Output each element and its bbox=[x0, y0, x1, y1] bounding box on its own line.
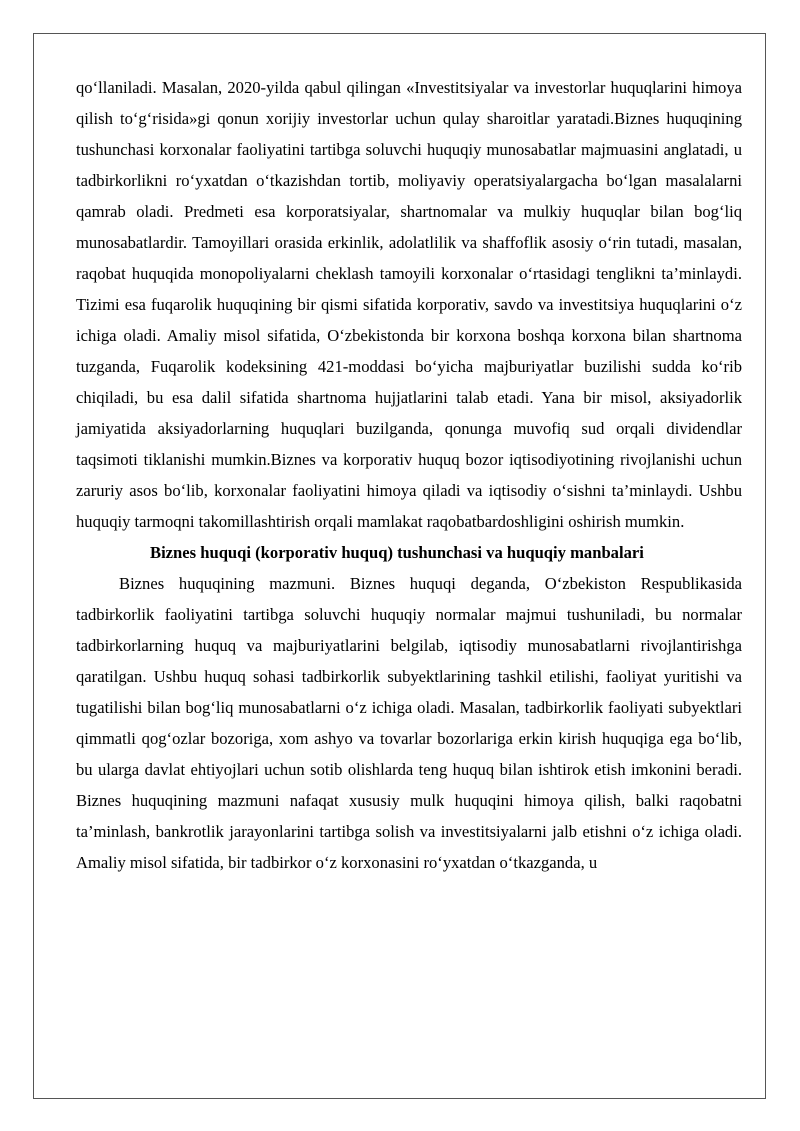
body-paragraph: Biznes huquqining mazmuni. Biznes huquqi deganda, O‘zbekiston Respublikasida tadbirkorlik faoliyatini tartibga soluvchi huquqiy normalar majmui tushuniladi, bu normalar tadbirkorlarning huquq va majburiyatlarini belgilab, iqtisodiy munosabatlarni rivojlantirishga qaratilgan. Ushbu huquq sohasi tadbirkorlik subyektlarining tashkil etilishi, faoliyat yuritishi va tugatilishi bilan bog‘liq munosabatlarni o‘z ichiga oladi. Masalan, tadbirkorlik faoliyati subyektlari qimmatli qog‘ozlar bozoriga, xom ashyo va tovarlar bozorlariga erkin kirish huquqiga ega bo‘lib, bu ularga davlat ehtiyojlari uchun sotib olishlarda teng huquq bilan ishtirok etish imkonini beradi. Biznes huquqining mazmuni nafaqat xususiy mulk huquqini himoya qilish, balki raqobatni ta’minlash, bankrotlik jarayonlarini tartibga solish va investitsiyalarni jalb etishni o‘z ichiga oladi. Amaliy misol sifatida, bir tadbirkor o‘z korxonasini ro‘yxatdan o‘tkazganda, u bbox=[76, 574, 742, 872]
body-paragraph: qo‘llaniladi. Masalan, 2020-yilda qabul qilingan «Investitsiyalar va investorlar huquqlarini himoya qilish to‘g‘risida»gi qonun xorijiy investorlar uchun qulay sharoitlar yaratadi.Biznes huquqining tushunchasi korxonalar faoliyatini tartibga soluvchi huquqiy munosabatlar majmuasini anglatadi, u tadbirkorlikni ro‘yxatdan o‘tkazishdan tortib, moliyaviy operatsiyalargacha bo‘lgan masalalarni qamrab oladi. Predmeti esa korporatsiyalar, shartnomalar va mulkiy huquqlar bilan bog‘liq munosabatlardir. Tamoyillari orasida erkinlik, adolatlilik va shaffoflik asosiy o‘rin tutadi, masalan, raqobat huquqida monopoliyalarni cheklash tamoyili korxonalar o‘rtasidagi tenglikni ta’minlaydi. Tizimi esa fuqarolik huquqining bir qismi sifatida korporativ, savdo va investitsiya huquqlarini o‘z ichiga oladi. Amaliy misol sifatida, O‘zbekistonda bir korxona boshqa korxona bilan shartnoma tuzganda, Fuqarolik kodeksining 421-moddasi bo‘yicha majburiyatlar buzilishi sudda ko‘rib chiqiladi, bu esa dalil sifatida shartnoma hujjatlarini talab etadi. Yana bir misol, aksiyadorlik jamiyatida aksiyadorlarning huquqlari buzilganda, qonunga muvofiq sud orqali dividendlar taqsimoti tiklanishi mumkin.Biznes va korporativ huquq bozor iqtisodiyotining rivojlanishi uchun zaruriy asos bo‘lib, korxonalar faoliyatini himoya qiladi va iqtisodiy o‘sishni ta’minlaydi. Ushbu huquqiy tarmoqni takomillashtirish orqali mamlakat raqobatbardoshligini oshirish mumkin. bbox=[76, 78, 742, 531]
document-body bbox=[76, 72, 742, 878]
section-heading: Biznes huquqi (korporativ huquq) tushunchasi va huquqiy manbalari bbox=[150, 543, 644, 562]
